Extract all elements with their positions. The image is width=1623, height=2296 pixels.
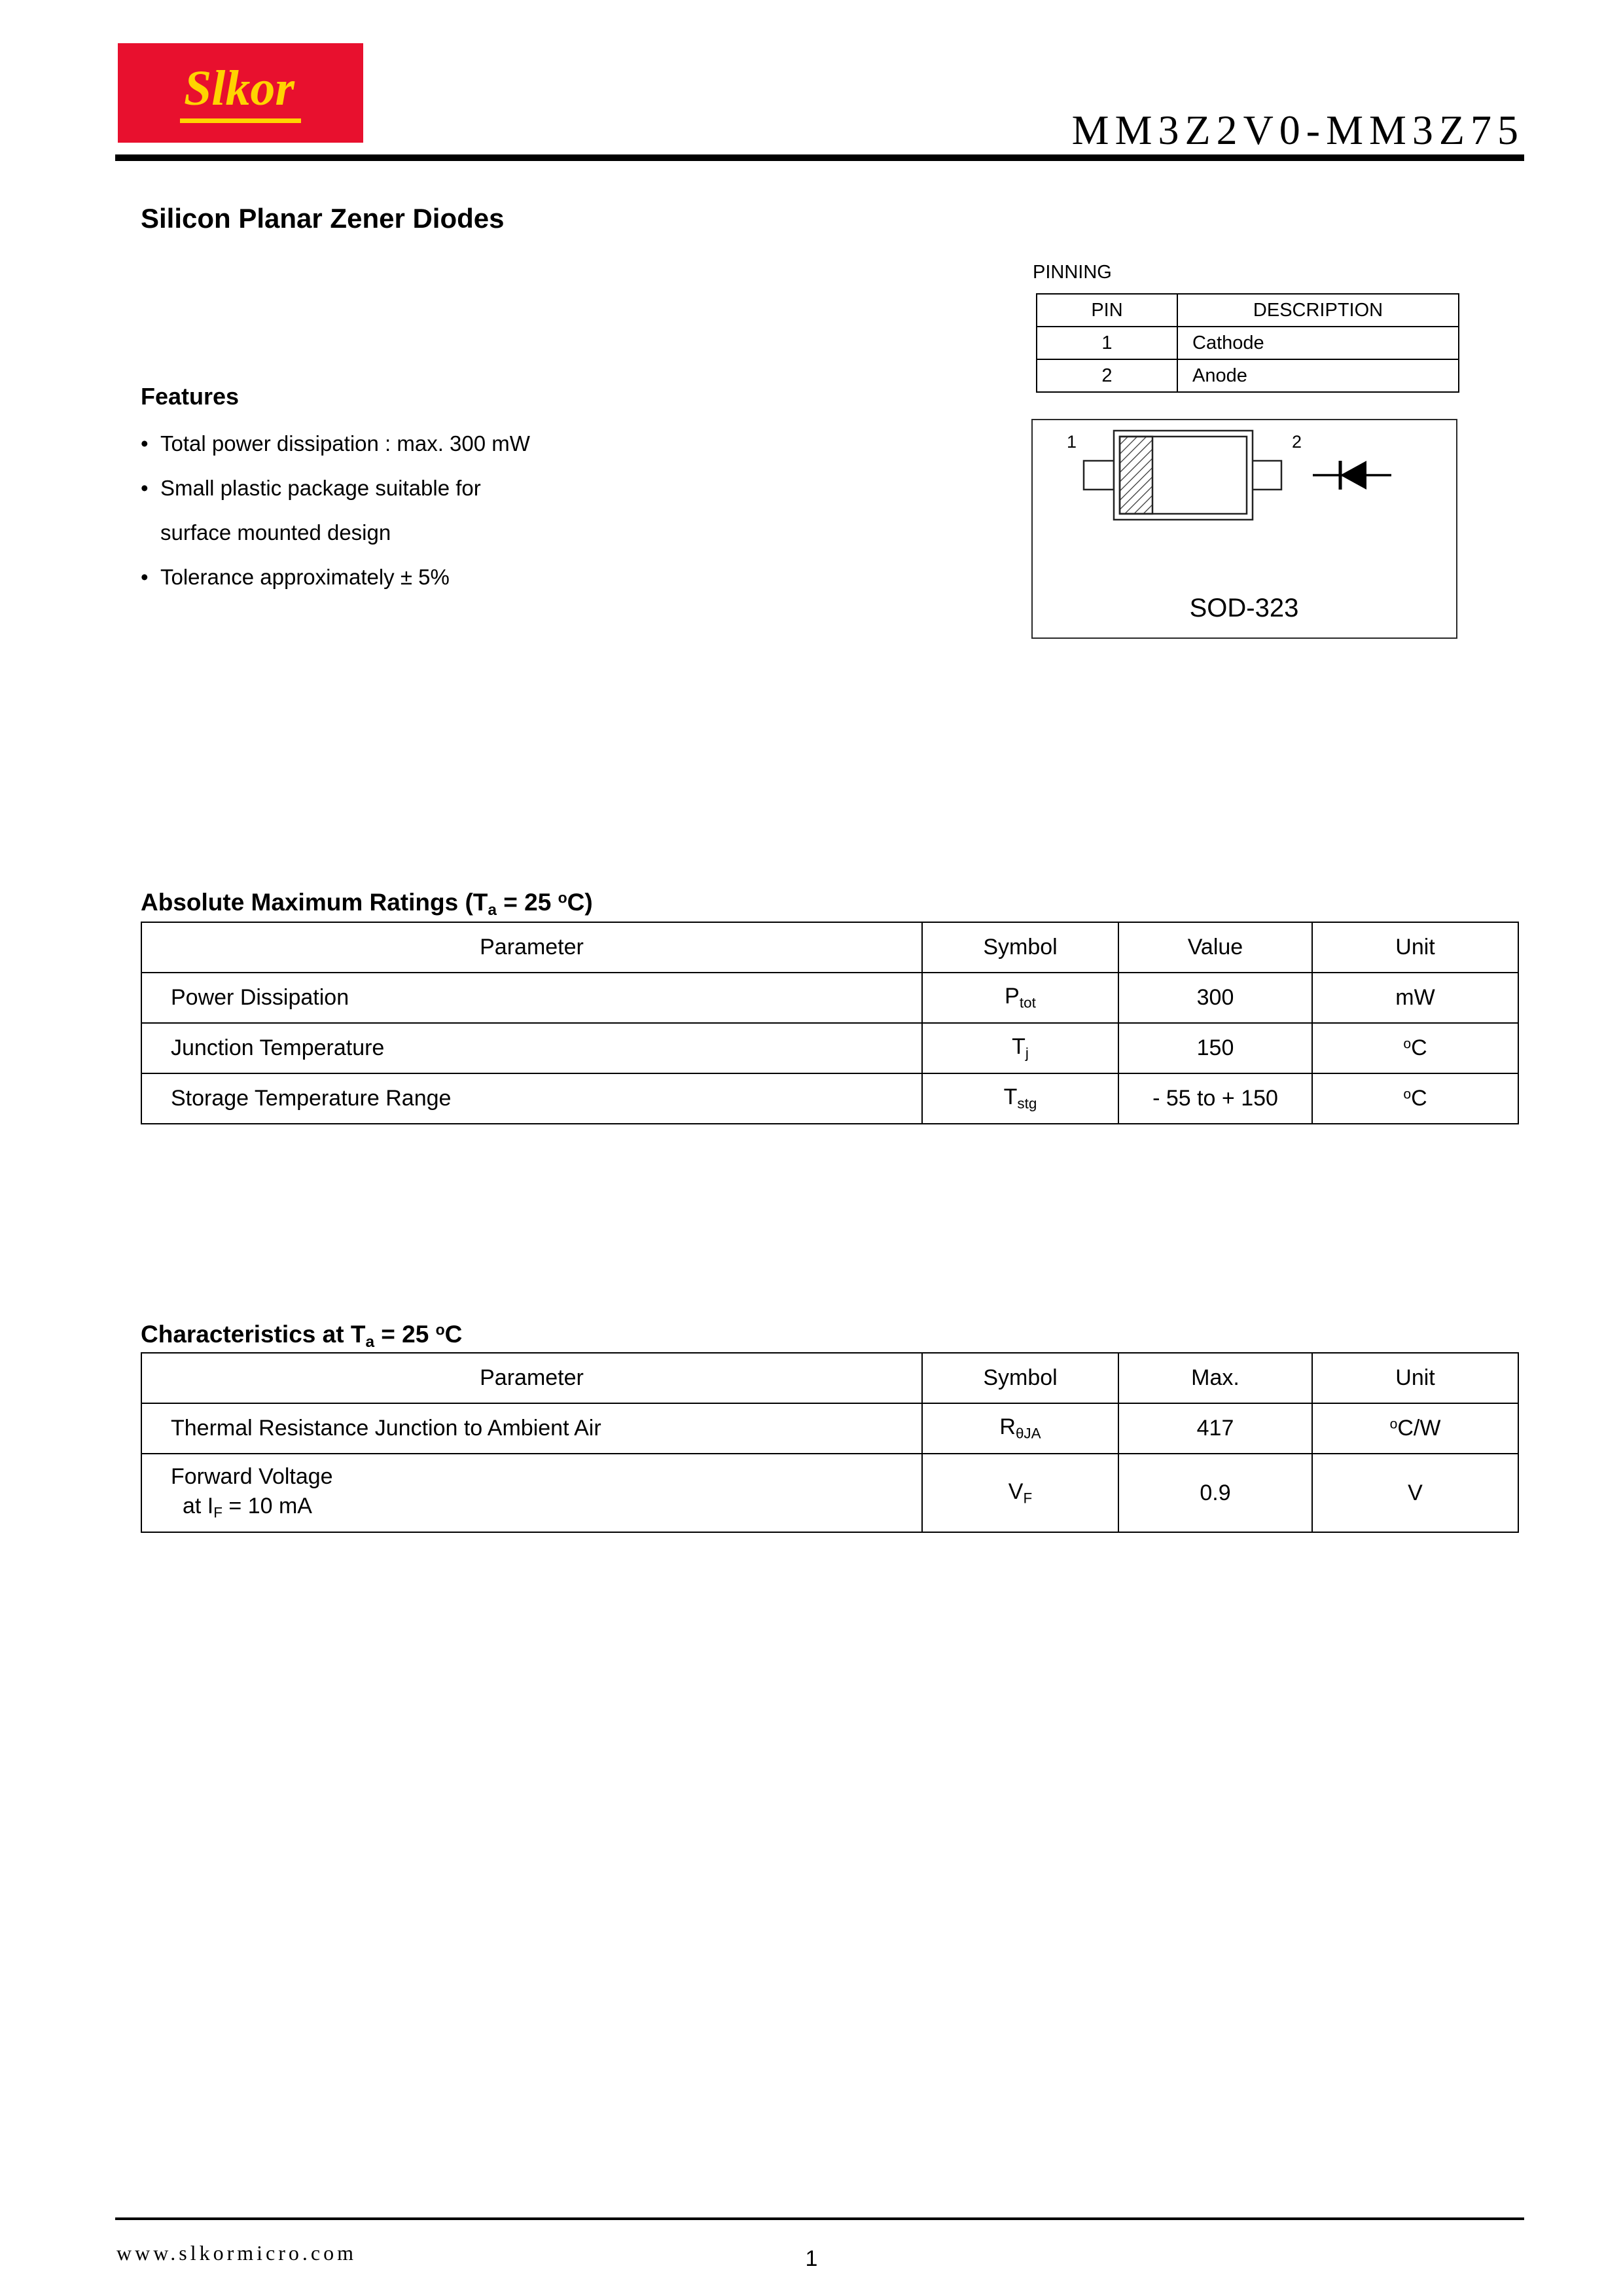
value-cell: 300 [1118,973,1312,1023]
feature-item [141,431,530,456]
bullet-glyph: • [141,476,149,500]
heading-text: = 25 [496,889,558,916]
heading-subscript: a [488,901,497,919]
header-divider [115,154,1524,161]
unit-cell: mW [1312,973,1518,1023]
parameter-cell [141,1454,922,1532]
table-header-row [141,922,1518,973]
parameter-cell: Thermal Resistance Junction to Ambient Air [141,1403,922,1454]
heading-text: Characteristics at T [141,1321,366,1348]
heading-superscript: o [435,1321,445,1338]
table-row [1037,359,1459,392]
feature-item [141,476,530,501]
heading-text: C [444,1321,463,1348]
table-row [141,1073,1518,1124]
value-cell: 150 [1118,1023,1312,1073]
symbol-cell: Tstg [922,1073,1118,1124]
table-row [141,1403,1518,1454]
symbol-cell: VF [922,1454,1118,1532]
value-column-header: Value [1118,922,1312,973]
unit-cell: V [1312,1454,1518,1532]
table-row [141,973,1518,1023]
feature-text: surface mounted design [160,520,391,545]
parameter-cell: Storage Temperature Range [141,1073,922,1124]
pin1-lead [1084,461,1114,490]
page-title: Silicon Planar Zener Diodes [141,203,505,234]
features-section [141,383,530,609]
value-cell: 417 [1118,1403,1312,1454]
bullet-glyph: • [141,565,149,589]
package-name: SOD-323 [1189,594,1299,622]
value-cell: - 55 to + 150 [1118,1073,1312,1124]
unit-column-header: Unit [1312,1353,1518,1403]
parameter-column-header: Parameter [141,922,922,973]
parameter-line2: at IF = 10 mA [183,1494,312,1521]
package-outline-box [1031,419,1457,639]
parameter-line1: Forward Voltage [171,1464,333,1490]
symbol-column-header: Symbol [922,1353,1118,1403]
unit-cell: $^o$C/W [1312,1403,1518,1454]
table-row [141,1454,1518,1532]
features-title: Features [141,383,240,410]
feature-text: Total power dissipation : max. 300 mW [160,431,530,456]
diode-symbol-icon [1313,461,1391,490]
symbol-column-header: Symbol [922,922,1118,973]
characteristics-table [141,1352,1519,1533]
feature-text: Tolerance approximately ± 5% [160,565,450,589]
pin-column-header: PIN [1037,294,1177,327]
footer-website: www.slkormicro.com [116,2241,357,2265]
heading-superscript: o [558,889,567,906]
characteristics-heading [141,1321,462,1352]
parameter-cell: Power Dissipation [141,973,922,1023]
symbol-cell: RθJA [922,1403,1118,1454]
unit-cell: $^o$C [1312,1023,1518,1073]
slkor-logo [118,43,363,143]
symbol-cell: Tj [922,1023,1118,1073]
pin-description-cell: Cathode [1177,327,1459,359]
parameter-cell: Junction Temperature [141,1023,922,1073]
cathode-band-hatch [1120,437,1152,514]
pin2-label: 2 [1292,432,1302,452]
heading-subscript: a [365,1333,375,1351]
value-cell: 0.9 [1118,1454,1312,1532]
footer-divider [115,2217,1524,2220]
pin-number-cell: 1 [1037,327,1177,359]
feature-text: Small plastic package suitable for [160,476,481,500]
pinning-label: PINNING [1033,262,1112,283]
pin2-lead [1251,461,1281,490]
table-header-row [141,1353,1518,1403]
pin-description-cell: Anode [1177,359,1459,392]
parameter-column-header: Parameter [141,1353,922,1403]
amr-heading [141,889,593,920]
unit-cell: $^o$C [1312,1073,1518,1124]
max-column-header: Max. [1118,1353,1312,1403]
table-row [141,1023,1518,1073]
pinning-header-row [1037,294,1459,327]
slkor-logo-text: Slkor [180,63,301,123]
heading-text: = 25 [374,1321,436,1348]
package-diagram [1033,420,1456,637]
part-number-title: MM3Z2V0-MM3Z75 [1071,107,1524,153]
heading-text: Absolute Maximum Ratings (T [141,889,488,916]
pin-number-cell: 2 [1037,359,1177,392]
heading-text: C) [567,889,593,916]
table-row [1037,327,1459,359]
symbol-cell: Ptot [922,973,1118,1023]
page-number: 1 [805,2246,818,2271]
bullet-glyph: • [141,431,149,456]
pin1-label: 1 [1067,432,1077,452]
feature-item [141,565,530,590]
unit-column-header: Unit [1312,922,1518,973]
absolute-maximum-ratings-table [141,922,1519,1124]
feature-item [141,520,530,545]
description-column-header: DESCRIPTION [1177,294,1459,327]
pinning-table [1036,293,1459,393]
